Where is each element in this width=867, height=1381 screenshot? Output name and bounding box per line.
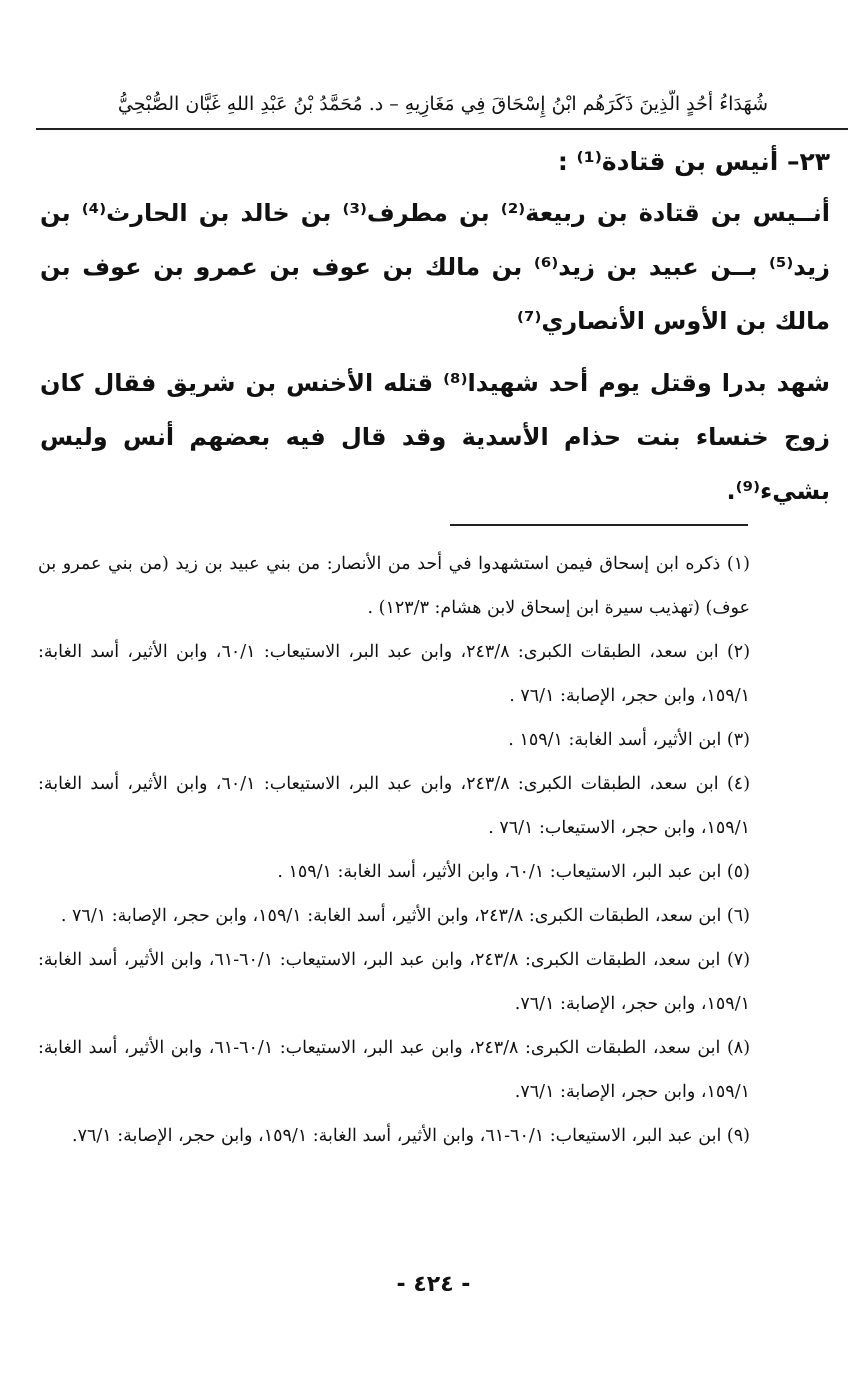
running-head: شُهَدَاءُ أُحُدٍ الَّذِينَ ذَكَرَهُم ابْنُ إِسْحَاقَ فِي مَغَازِيهِ – د. مُحَمَّدُ بْنُ عَبْدِ اللهِ غَبَّان الصُّبْحِيُّ <box>117 93 769 115</box>
entry-lineage: أنــيس بن قتادة بن ربيعة⁽²⁾ بن مطرف⁽³⁾ بن خالد بن الحارث⁽⁴⁾ بن زيد⁽⁵⁾ بــن عبيد بن زيد⁽⁶⁾ بن مالك بن عوف بن عمرو بن عوف بن مالك بن الأوس الأنصاري⁽⁷⁾ <box>40 199 831 335</box>
entry-body <box>40 138 830 518</box>
footnote-9: (٩) ابن عبد البر، الاستيعاب: ٦٠/١-٦١، وابن الأثير، أسد الغابة: ١٥٩/١، وابن حجر، الإصابة: ٧٦/١. <box>72 1126 750 1146</box>
footnote-7: (٧) ابن سعد، الطبقات الكبرى: ٢٤٣/٨، وابن عبد البر، الاستيعاب: ٦٠/١-٦١، وابن الأثير، أسد الغابة: ١٥٩/١، وابن حجر، الإصابة: ٧٦/١. <box>38 950 751 1014</box>
page-number: - ٤٢٤ - <box>396 1272 471 1297</box>
footnote-5: (٥) ابن عبد البر، الاستيعاب: ٦٠/١، وابن الأثير، أسد الغابة: ١٥٩/١ . <box>277 862 750 882</box>
entry-title: ٢٣– أنيس بن قتادة⁽¹⁾ : <box>557 147 830 176</box>
footnote-3: (٣) ابن الأثير، أسد الغابة: ١٥٩/١ . <box>508 730 750 750</box>
footnote-1: (١) ذكره ابن إسحاق فيمن استشهدوا في أحد من الأنصار: من بني عبيد بن زيد (من بني عمرو بن عوف) (تهذيب سيرة ابن إسحاق لابن هشام: ١٢٣/٣) . <box>38 554 750 618</box>
entry-biography: شهد بدرا وقتل يوم أحد شهيدا⁽⁸⁾ قتله الأخنس بن شريق فقال كان زوج خنساء بنت حذام الأسدية وقد قال فيه بعضهم أنس وليس بشيء⁽⁹⁾. <box>40 369 830 505</box>
footnote-8: (٨) ابن سعد، الطبقات الكبرى: ٢٤٣/٨، وابن عبد البر، الاستيعاب: ٦٠/١-٦١، وابن الأثير، أسد الغابة: ١٥٩/١، وابن حجر، الإصابة: ٧٦/١. <box>38 1038 751 1102</box>
footnotes <box>38 542 750 1158</box>
footnote-6: (٦) ابن سعد، الطبقات الكبرى: ٢٤٣/٨، وابن الأثير، أسد الغابة: ١٥٩/١، وابن حجر، الإصابة: ٧٦/١ . <box>60 906 750 926</box>
header-rule <box>36 128 848 130</box>
footnote-4: (٤) ابن سعد، الطبقات الكبرى: ٢٤٣/٨، وابن عبد البر، الاستيعاب: ٦٠/١، وابن الأثير، أسد الغابة: ١٥٩/١، وابن حجر، الاستيعاب: ٧٦/١ . <box>38 774 751 838</box>
footnote-2: (٢) ابن سعد، الطبقات الكبرى: ٢٤٣/٨، وابن عبد البر، الاستيعاب: ٦٠/١، وابن الأثير، أسد الغابة: ١٥٩/١، وابن حجر، الإصابة: ٧٦/١ . <box>38 642 751 706</box>
footnote-rule <box>450 524 748 526</box>
